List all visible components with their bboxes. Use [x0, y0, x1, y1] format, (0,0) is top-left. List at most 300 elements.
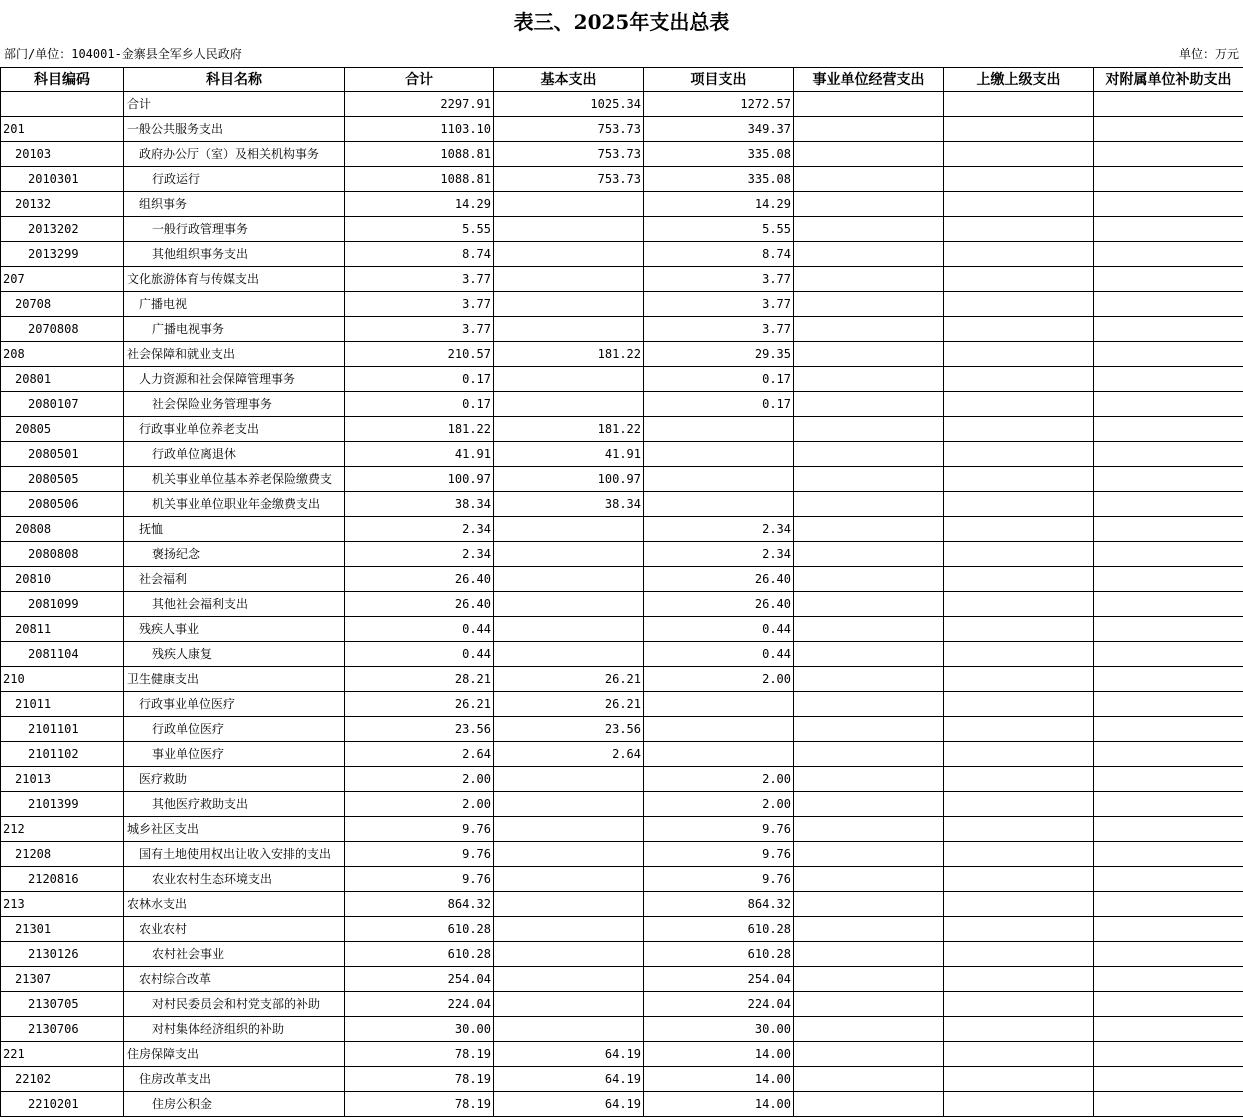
- cell-total: 2.64: [345, 742, 494, 767]
- cell-subsidy: [1094, 92, 1243, 117]
- cell-basic: [494, 892, 644, 917]
- cell-business: [794, 917, 944, 942]
- cell-name: 对村民委员会和村党支部的补助: [124, 992, 345, 1017]
- cell-code: [1, 92, 124, 117]
- cell-code: 2080501: [1, 442, 124, 467]
- table-row: [1, 242, 1243, 267]
- cell-code: 213: [1, 892, 124, 917]
- table-row: [1, 417, 1243, 442]
- table-row: [1, 867, 1243, 892]
- cell-business: [794, 1067, 944, 1092]
- cell-project: 3.77: [644, 292, 794, 317]
- table-row: [1, 1092, 1243, 1117]
- cell-subsidy: [1094, 567, 1243, 592]
- cell-code: 2101399: [1, 792, 124, 817]
- cell-project: 2.00: [644, 667, 794, 692]
- cell-name: 残疾人康复: [124, 642, 345, 667]
- cell-subsidy: [1094, 142, 1243, 167]
- table-row: [1, 517, 1243, 542]
- cell-total: 0.44: [345, 617, 494, 642]
- cell-name: 农业农村: [124, 917, 345, 942]
- cell-basic: [494, 767, 644, 792]
- cell-business: [794, 167, 944, 192]
- cell-name: 抚恤: [124, 517, 345, 542]
- cell-name: 其他社会福利支出: [124, 592, 345, 617]
- cell-subsidy: [1094, 242, 1243, 267]
- cell-subsidy: [1094, 842, 1243, 867]
- cell-project: 3.77: [644, 267, 794, 292]
- cell-project: [644, 467, 794, 492]
- cell-remit: [944, 517, 1094, 542]
- cell-basic: 753.73: [494, 142, 644, 167]
- cell-project: 14.00: [644, 1092, 794, 1117]
- table-row: [1, 667, 1243, 692]
- cell-business: [794, 667, 944, 692]
- cell-total: 26.21: [345, 692, 494, 717]
- department-label: 部门/单位：104001-金寨县全军乡人民政府: [4, 47, 242, 61]
- cell-name: 住房公积金: [124, 1092, 345, 1117]
- cell-project: 349.37: [644, 117, 794, 142]
- cell-remit: [944, 317, 1094, 342]
- cell-total: 1103.10: [345, 117, 494, 142]
- table-row: [1, 817, 1243, 842]
- cell-subsidy: [1094, 642, 1243, 667]
- table-row: [1, 992, 1243, 1017]
- cell-project: 3.77: [644, 317, 794, 342]
- cell-remit: [944, 442, 1094, 467]
- cell-basic: 100.97: [494, 467, 644, 492]
- cell-code: 2210201: [1, 1092, 124, 1117]
- cell-total: 181.22: [345, 417, 494, 442]
- cell-remit: [944, 392, 1094, 417]
- cell-total: 0.44: [345, 642, 494, 667]
- cell-code: 20805: [1, 417, 124, 442]
- cell-code: 20810: [1, 567, 124, 592]
- cell-project: 8.74: [644, 242, 794, 267]
- cell-code: 207: [1, 267, 124, 292]
- cell-remit: [944, 142, 1094, 167]
- cell-name: 住房保障支出: [124, 1042, 345, 1067]
- cell-basic: [494, 792, 644, 817]
- page-title: 表三、2025年支出总表: [513, 10, 730, 34]
- cell-subsidy: [1094, 442, 1243, 467]
- cell-subsidy: [1094, 117, 1243, 142]
- cell-subsidy: [1094, 267, 1243, 292]
- cell-project: 335.08: [644, 142, 794, 167]
- cell-basic: [494, 192, 644, 217]
- cell-subsidy: [1094, 742, 1243, 767]
- cell-total: 3.77: [345, 267, 494, 292]
- cell-code: 2130126: [1, 942, 124, 967]
- cell-code: 21013: [1, 767, 124, 792]
- cell-basic: [494, 592, 644, 617]
- cell-business: [794, 767, 944, 792]
- cell-business: [794, 142, 944, 167]
- cell-subsidy: [1094, 792, 1243, 817]
- cell-name: 一般公共服务支出: [124, 117, 345, 142]
- cell-code: 22102: [1, 1067, 124, 1092]
- cell-code: 20103: [1, 142, 124, 167]
- table-row: [1, 1067, 1243, 1092]
- cell-project: 610.28: [644, 942, 794, 967]
- cell-remit: [944, 942, 1094, 967]
- table-row: [1, 317, 1243, 342]
- cell-remit: [944, 242, 1094, 267]
- cell-subsidy: [1094, 992, 1243, 1017]
- cell-subsidy: [1094, 342, 1243, 367]
- cell-name: 行政事业单位医疗: [124, 692, 345, 717]
- cell-name: 其他医疗救助支出: [124, 792, 345, 817]
- cell-code: 210: [1, 667, 124, 692]
- cell-total: 864.32: [345, 892, 494, 917]
- header-project: 项目支出: [644, 68, 794, 92]
- cell-remit: [944, 992, 1094, 1017]
- cell-total: 210.57: [345, 342, 494, 367]
- cell-subsidy: [1094, 1092, 1243, 1117]
- cell-business: [794, 492, 944, 517]
- cell-total: 2.34: [345, 542, 494, 567]
- table-row: [1, 167, 1243, 192]
- cell-basic: 753.73: [494, 117, 644, 142]
- cell-code: 201: [1, 117, 124, 142]
- cell-code: 2070808: [1, 317, 124, 342]
- cell-subsidy: [1094, 517, 1243, 542]
- cell-remit: [944, 467, 1094, 492]
- cell-basic: [494, 542, 644, 567]
- table-row: [1, 117, 1243, 142]
- cell-basic: 2.64: [494, 742, 644, 767]
- table-row: [1, 842, 1243, 867]
- cell-code: 2010301: [1, 167, 124, 192]
- cell-basic: [494, 292, 644, 317]
- cell-business: [794, 942, 944, 967]
- cell-business: [794, 617, 944, 642]
- cell-basic: 64.19: [494, 1092, 644, 1117]
- cell-code: 20801: [1, 367, 124, 392]
- cell-total: 2297.91: [345, 92, 494, 117]
- cell-basic: [494, 317, 644, 342]
- cell-subsidy: [1094, 692, 1243, 717]
- table-row: [1, 92, 1243, 117]
- cell-project: 254.04: [644, 967, 794, 992]
- cell-code: 2101101: [1, 717, 124, 742]
- cell-remit: [944, 567, 1094, 592]
- cell-name: 文化旅游体育与传媒支出: [124, 267, 345, 292]
- table-row: [1, 792, 1243, 817]
- cell-project: [644, 692, 794, 717]
- cell-project: 29.35: [644, 342, 794, 367]
- cell-name: 事业单位医疗: [124, 742, 345, 767]
- cell-project: 2.00: [644, 792, 794, 817]
- cell-name: 农业农村生态环境支出: [124, 867, 345, 892]
- cell-name: 政府办公厅（室）及相关机构事务: [124, 142, 345, 167]
- cell-total: 2.34: [345, 517, 494, 542]
- table-row: [1, 717, 1243, 742]
- cell-basic: [494, 617, 644, 642]
- cell-name: 广播电视事务: [124, 317, 345, 342]
- cell-code: 20811: [1, 617, 124, 642]
- cell-subsidy: [1094, 467, 1243, 492]
- cell-project: 14.00: [644, 1042, 794, 1067]
- cell-name: 机关事业单位职业年金缴费支出: [124, 492, 345, 517]
- cell-subsidy: [1094, 417, 1243, 442]
- cell-total: 3.77: [345, 317, 494, 342]
- cell-business: [794, 892, 944, 917]
- cell-business: [794, 342, 944, 367]
- cell-code: 2013299: [1, 242, 124, 267]
- table-row: [1, 892, 1243, 917]
- cell-business: [794, 867, 944, 892]
- cell-name: 社会福利: [124, 567, 345, 592]
- cell-remit: [944, 592, 1094, 617]
- cell-basic: [494, 242, 644, 267]
- cell-remit: [944, 792, 1094, 817]
- cell-project: [644, 492, 794, 517]
- cell-code: 21208: [1, 842, 124, 867]
- cell-basic: 753.73: [494, 167, 644, 192]
- cell-total: 23.56: [345, 717, 494, 742]
- cell-total: 5.55: [345, 217, 494, 242]
- cell-business: [794, 967, 944, 992]
- cell-total: 14.29: [345, 192, 494, 217]
- table-row: [1, 767, 1243, 792]
- cell-remit: [944, 767, 1094, 792]
- cell-basic: 38.34: [494, 492, 644, 517]
- header-total: 合计: [345, 68, 494, 92]
- table-row: [1, 342, 1243, 367]
- cell-name: 社会保险业务管理事务: [124, 392, 345, 417]
- cell-name: 广播电视: [124, 292, 345, 317]
- cell-basic: 181.22: [494, 417, 644, 442]
- cell-basic: [494, 867, 644, 892]
- table-row: [1, 917, 1243, 942]
- cell-remit: [944, 817, 1094, 842]
- cell-business: [794, 567, 944, 592]
- cell-basic: 181.22: [494, 342, 644, 367]
- cell-subsidy: [1094, 1017, 1243, 1042]
- cell-project: 0.44: [644, 617, 794, 642]
- cell-subsidy: [1094, 1042, 1243, 1067]
- cell-code: 2081104: [1, 642, 124, 667]
- cell-total: 9.76: [345, 842, 494, 867]
- cell-project: 2.00: [644, 767, 794, 792]
- cell-project: 2.34: [644, 517, 794, 542]
- cell-basic: [494, 567, 644, 592]
- cell-basic: 23.56: [494, 717, 644, 742]
- cell-business: [794, 1042, 944, 1067]
- cell-remit: [944, 642, 1094, 667]
- cell-subsidy: [1094, 942, 1243, 967]
- cell-name: 对村集体经济组织的补助: [124, 1017, 345, 1042]
- cell-subsidy: [1094, 192, 1243, 217]
- cell-name: 其他组织事务支出: [124, 242, 345, 267]
- cell-name: 农村社会事业: [124, 942, 345, 967]
- cell-total: 254.04: [345, 967, 494, 992]
- cell-business: [794, 742, 944, 767]
- cell-subsidy: [1094, 317, 1243, 342]
- cell-total: 100.97: [345, 467, 494, 492]
- cell-remit: [944, 692, 1094, 717]
- cell-basic: [494, 392, 644, 417]
- cell-business: [794, 292, 944, 317]
- table-row: [1, 492, 1243, 517]
- table-row: [1, 442, 1243, 467]
- table-row: [1, 267, 1243, 292]
- cell-basic: [494, 267, 644, 292]
- cell-name: 褒扬纪念: [124, 542, 345, 567]
- cell-total: 2.00: [345, 792, 494, 817]
- cell-basic: [494, 642, 644, 667]
- cell-code: 21307: [1, 967, 124, 992]
- cell-business: [794, 317, 944, 342]
- cell-name: 行政单位离退休: [124, 442, 345, 467]
- cell-total: 0.17: [345, 392, 494, 417]
- cell-subsidy: [1094, 967, 1243, 992]
- cell-project: [644, 717, 794, 742]
- cell-business: [794, 467, 944, 492]
- cell-project: 864.32: [644, 892, 794, 917]
- header-basic: 基本支出: [494, 68, 644, 92]
- cell-subsidy: [1094, 892, 1243, 917]
- cell-name: 机关事业单位基本养老保险缴费支: [124, 467, 345, 492]
- table-row: [1, 392, 1243, 417]
- cell-remit: [944, 192, 1094, 217]
- cell-remit: [944, 667, 1094, 692]
- cell-business: [794, 842, 944, 867]
- cell-code: 20708: [1, 292, 124, 317]
- cell-remit: [944, 742, 1094, 767]
- cell-business: [794, 417, 944, 442]
- cell-project: 224.04: [644, 992, 794, 1017]
- cell-business: [794, 442, 944, 467]
- header-name: 科目名称: [124, 68, 345, 92]
- cell-subsidy: [1094, 867, 1243, 892]
- table-row: [1, 192, 1243, 217]
- cell-subsidy: [1094, 492, 1243, 517]
- cell-name: 农村综合改革: [124, 967, 345, 992]
- cell-remit: [944, 717, 1094, 742]
- cell-code: 20808: [1, 517, 124, 542]
- cell-name: 国有土地使用权出让收入安排的支出: [124, 842, 345, 867]
- cell-total: 30.00: [345, 1017, 494, 1042]
- cell-project: 0.17: [644, 367, 794, 392]
- cell-business: [794, 217, 944, 242]
- cell-remit: [944, 542, 1094, 567]
- cell-basic: [494, 817, 644, 842]
- cell-project: 9.76: [644, 867, 794, 892]
- cell-remit: [944, 892, 1094, 917]
- cell-total: 78.19: [345, 1067, 494, 1092]
- cell-remit: [944, 367, 1094, 392]
- cell-basic: 1025.34: [494, 92, 644, 117]
- cell-project: 1272.57: [644, 92, 794, 117]
- cell-total: 28.21: [345, 667, 494, 692]
- cell-subsidy: [1094, 592, 1243, 617]
- cell-code: 21011: [1, 692, 124, 717]
- cell-remit: [944, 117, 1094, 142]
- cell-subsidy: [1094, 667, 1243, 692]
- cell-basic: 26.21: [494, 667, 644, 692]
- cell-remit: [944, 842, 1094, 867]
- cell-code: 221: [1, 1042, 124, 1067]
- cell-name: 住房改革支出: [124, 1067, 345, 1092]
- cell-total: 2.00: [345, 767, 494, 792]
- table-row: [1, 692, 1243, 717]
- cell-code: 2130706: [1, 1017, 124, 1042]
- table-row: [1, 542, 1243, 567]
- cell-code: 2130705: [1, 992, 124, 1017]
- cell-subsidy: [1094, 167, 1243, 192]
- cell-business: [794, 192, 944, 217]
- cell-business: [794, 642, 944, 667]
- cell-project: [644, 442, 794, 467]
- cell-total: 78.19: [345, 1092, 494, 1117]
- cell-name: 一般行政管理事务: [124, 217, 345, 242]
- cell-business: [794, 592, 944, 617]
- cell-project: 26.40: [644, 567, 794, 592]
- cell-code: 2101102: [1, 742, 124, 767]
- cell-name: 人力资源和社会保障管理事务: [124, 367, 345, 392]
- cell-remit: [944, 917, 1094, 942]
- cell-total: 610.28: [345, 917, 494, 942]
- cell-total: 26.40: [345, 592, 494, 617]
- cell-project: 14.29: [644, 192, 794, 217]
- cell-business: [794, 92, 944, 117]
- cell-name: 行政运行: [124, 167, 345, 192]
- cell-business: [794, 267, 944, 292]
- cell-business: [794, 717, 944, 742]
- table-row: [1, 217, 1243, 242]
- cell-total: 26.40: [345, 567, 494, 592]
- cell-total: 41.91: [345, 442, 494, 467]
- cell-total: 9.76: [345, 817, 494, 842]
- cell-business: [794, 992, 944, 1017]
- table-row: [1, 967, 1243, 992]
- cell-name: 行政事业单位养老支出: [124, 417, 345, 442]
- cell-total: 9.76: [345, 867, 494, 892]
- cell-business: [794, 392, 944, 417]
- cell-total: 610.28: [345, 942, 494, 967]
- cell-code: 2120816: [1, 867, 124, 892]
- table-row: [1, 467, 1243, 492]
- cell-name: 残疾人事业: [124, 617, 345, 642]
- cell-business: [794, 692, 944, 717]
- cell-basic: [494, 217, 644, 242]
- cell-business: [794, 242, 944, 267]
- cell-remit: [944, 417, 1094, 442]
- cell-business: [794, 117, 944, 142]
- cell-business: [794, 1017, 944, 1042]
- cell-remit: [944, 617, 1094, 642]
- table-row: [1, 1017, 1243, 1042]
- cell-business: [794, 1092, 944, 1117]
- cell-name: 合计: [124, 92, 345, 117]
- cell-subsidy: [1094, 717, 1243, 742]
- table-row: [1, 617, 1243, 642]
- cell-code: 2080506: [1, 492, 124, 517]
- cell-basic: 64.19: [494, 1042, 644, 1067]
- cell-basic: 64.19: [494, 1067, 644, 1092]
- cell-subsidy: [1094, 617, 1243, 642]
- cell-code: 2080808: [1, 542, 124, 567]
- cell-code: 2080505: [1, 467, 124, 492]
- cell-basic: 41.91: [494, 442, 644, 467]
- cell-total: 1088.81: [345, 142, 494, 167]
- cell-project: 30.00: [644, 1017, 794, 1042]
- cell-code: 212: [1, 817, 124, 842]
- table-row: [1, 642, 1243, 667]
- cell-subsidy: [1094, 392, 1243, 417]
